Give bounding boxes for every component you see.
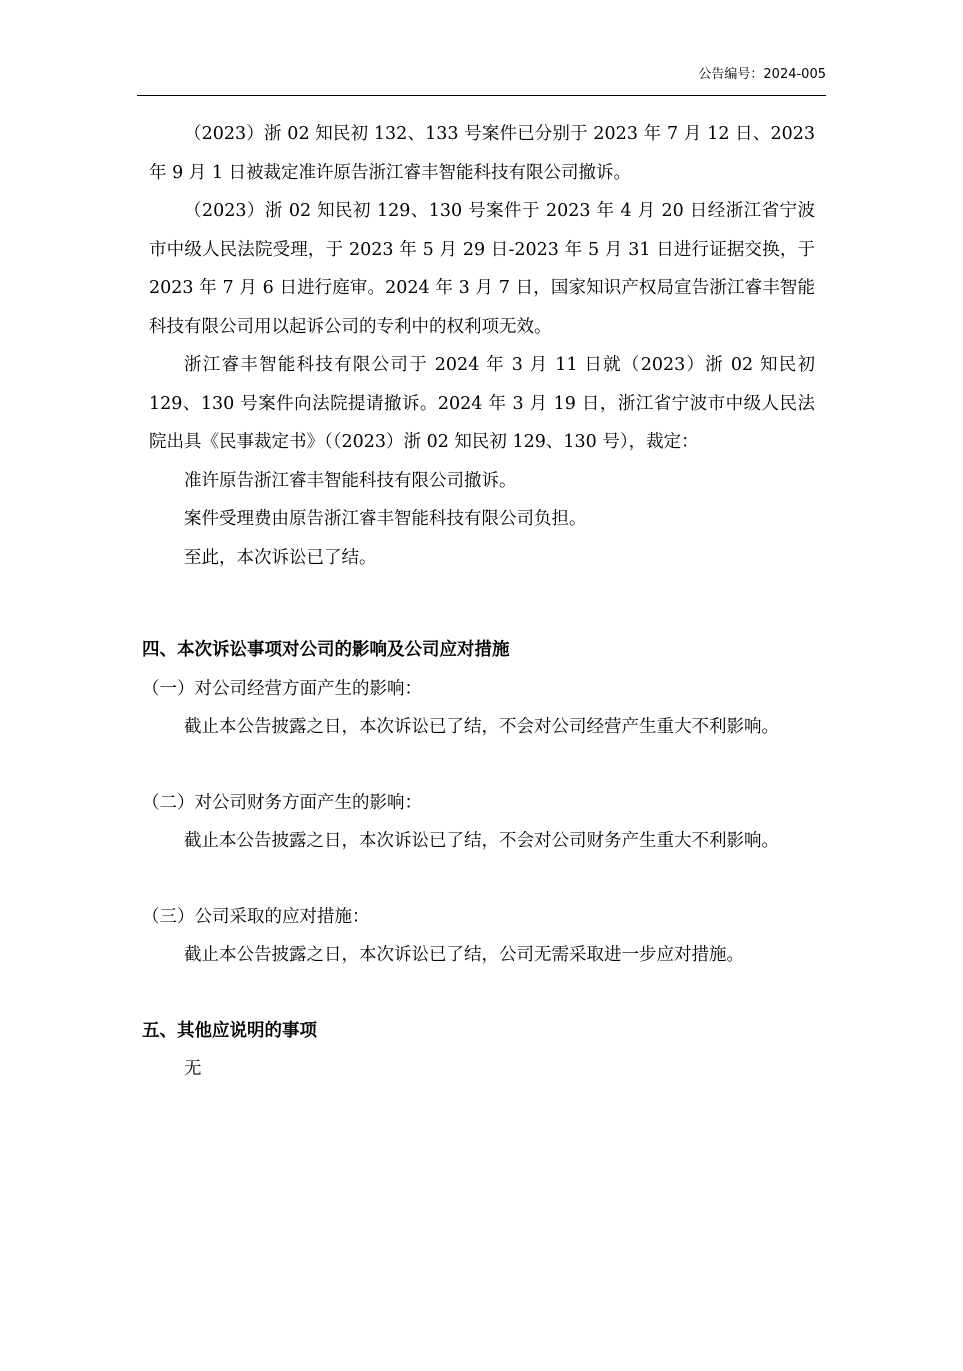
subsection-body-finance: 截止本公告披露之日，本次诉讼已了结，不会对公司财务产生重大不利影响。 [184, 831, 779, 851]
paragraph-case-132-133: （2023）浙 02 知民初 132、133 号案件已分别于 2023 年 7 月 12 日、2023 年 9 月 1 日被裁定准许原告浙江睿丰智能科技有限公司撤诉。 [149, 124, 815, 183]
paragraph-withdrawal-request: 浙江睿丰智能科技有限公司于 2024 年 3 月 11 日就（2023）浙 02 知民初 129、130 号案件向法院提请撤诉。2024 年 3 月 19 日，浙江省宁波市中级人民法院出具《民事裁定书》（（2023）浙 02 知民初 129、130 号），裁定： [149, 355, 815, 452]
section-title-other-matters: 五、其他应说明的事项 [142, 1020, 317, 1041]
ruling-item-fees: 案件受理费由原告浙江睿丰智能科技有限公司负担。 [184, 509, 587, 529]
section-body-other-matters: 无 [184, 1059, 202, 1079]
section-title-impact: 四、本次诉讼事项对公司的影响及公司应对措施 [142, 640, 510, 660]
header-divider [137, 95, 826, 96]
spacer [149, 975, 815, 1012]
announcement-number: 公告编号：2024-005 [698, 67, 826, 82]
subsection-title-finance: （二）对公司财务方面产生的影响： [142, 792, 422, 813]
subsection-title-operations: （一）对公司经营方面产生的影响： [142, 678, 422, 699]
spacer [149, 861, 815, 898]
subsection-body-operations: 截止本公告披露之日，本次诉讼已了结，不会对公司经营产生重大不利影响。 [184, 717, 779, 737]
spacer [149, 747, 815, 784]
ruling-item-withdrawal: 准许原告浙江睿丰智能科技有限公司撤诉。 [184, 470, 517, 491]
spacer [149, 577, 815, 631]
subsection-title-measures: （三）公司采取的应对措施： [142, 906, 370, 927]
paragraph-case-129-130: （2023）浙 02 知民初 129、130 号案件于 2023 年 4 月 20 日经浙江省宁波市中级人民法院受理，于 2023 年 5 月 29 日-2023 年 5 月 31 日进行证据交换，于 2023 年 7 月 6 日进行庭审。2024 年 3 月 7 日，国家知识产权局宣告浙江睿丰智能科技有限公司用以起诉公司的专利中的权利项无效。 [149, 201, 815, 337]
paragraph-conclusion: 至此，本次诉讼已了结。 [184, 547, 377, 568]
subsection-body-measures: 截止本公告披露之日，本次诉讼已了结，公司无需采取进一步应对措施。 [184, 945, 744, 965]
document-body [142, 115, 815, 1089]
